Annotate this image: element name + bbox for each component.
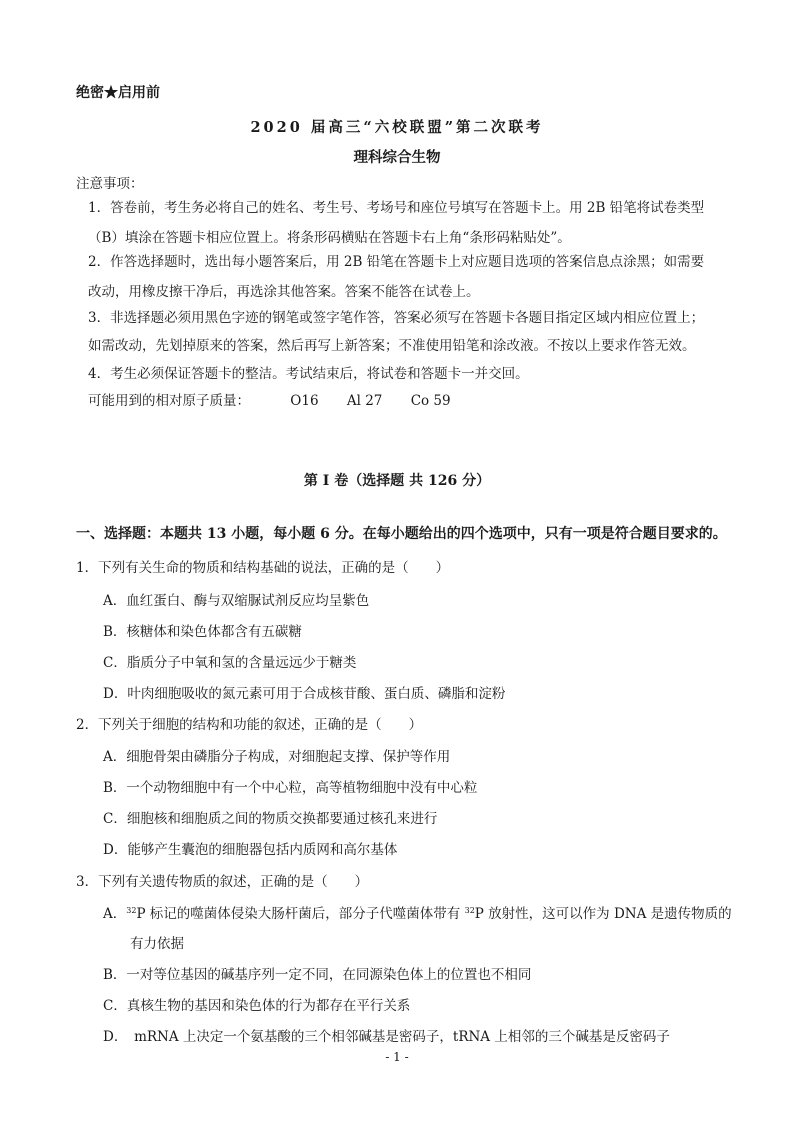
page-number: - 1 - bbox=[385, 1050, 409, 1064]
atomic-mass-line bbox=[88, 389, 475, 409]
notice-line: 如需改动，先划掉原来的答案，然后再写上新答案；不准使用铅笔和涂改液。不按以上要求作答无效。 bbox=[88, 338, 696, 354]
exam-subtitle: 理科综合生物 bbox=[353, 149, 441, 166]
section-title: 第 I 卷（选择题 共 126 分） bbox=[303, 473, 491, 489]
notice-line: 4．考生必须保证答题卡的整洁。考试结束后，将试卷和答题卡一并交回。 bbox=[88, 366, 529, 382]
notice-line: 2．作答选择题时，选出每小题答案后，用 2B 铅笔在答题卡上对应题目选项的答案信息点涂黑；如需要 bbox=[88, 254, 705, 270]
notice-line: 改动，用橡皮擦干净后，再选涂其他答案。答案不能答在试卷上。 bbox=[88, 284, 480, 300]
atomic-mass-label: 可能用到的相对原子质量： bbox=[88, 393, 250, 409]
notice-line: 1．答卷前，考生务必将自己的姓名、考生号、考场号和座位号填写在答题卡上。用 2B 铅笔将试卷类型 bbox=[88, 200, 705, 216]
notice-line: （B）填涂在答题卡相应位置上。将条形码横贴在答题卡右上角“条形码粘贴处”。 bbox=[88, 230, 571, 246]
question-1-stem: 1．下列有关生命的物质和结构基础的说法，正确的是（ ） bbox=[76, 560, 450, 576]
question-1-option-d: D．叶肉细胞吸收的氮元素可用于合成核苷酸、蛋白质、磷脂和淀粉 bbox=[103, 686, 506, 702]
isotope-mass-number: 32 bbox=[464, 906, 475, 915]
question-2-stem: 2．下列关于细胞的结构和功能的叙述，正确的是（ ） bbox=[76, 717, 423, 733]
option-a-text-2: P 放射性，这可以作为 DNA 是遗传物质的 bbox=[474, 906, 732, 922]
atomic-mass-o: O16 bbox=[290, 393, 319, 409]
exam-title: 2020 届高三“六校联盟”第二次联考 bbox=[250, 119, 544, 136]
question-2-option-a: A．细胞骨架由磷脂分子构成，对细胞起支撑、保护等作用 bbox=[103, 749, 451, 765]
question-2-option-d: D．能够产生囊泡的细胞器包括内质网和高尔基体 bbox=[103, 842, 398, 858]
atomic-mass-al: Al 27 bbox=[346, 393, 383, 409]
option-a-prefix: A． bbox=[103, 906, 127, 922]
question-3-option-c: C．真核生物的基因和染色体的行为都存在平行关系 bbox=[103, 998, 411, 1014]
question-3-option-b: B．一对等位基因的碱基序列一定不同，在同源染色体上的位置也不相同 bbox=[103, 967, 532, 983]
question-2-option-b: B．一个动物细胞中有一个中心粒，高等植物细胞中没有中心粒 bbox=[103, 780, 478, 796]
notice-line: 3．非选择题必须用黑色字迹的钢笔或签字笔作答，答案必须写在答题卡各题目指定区域内相应位置上； bbox=[88, 310, 705, 326]
question-1-option-c: C．脂质分子中氧和氢的含量远远少于糖类 bbox=[103, 655, 357, 671]
question-1-option-a: A．血红蛋白、酶与双缩脲试剂反应均呈紫色 bbox=[103, 593, 370, 609]
question-2-option-c: C．细胞核和细胞质之间的物质交换都要通过核孔来进行 bbox=[103, 811, 438, 827]
question-3-option-a bbox=[103, 902, 732, 922]
question-1-option-b: B．核糖体和染色体都含有五碳糖 bbox=[103, 624, 302, 640]
question-3-option-d: D． mRNA 上决定一个氨基酸的三个相邻碱基是密码子，tRNA 上相邻的三个碱基是反密码子 bbox=[103, 1029, 670, 1045]
option-a-text-1: P 标记的噬菌体侵染大肠杆菌后，部分子代噬菌体带有 bbox=[136, 906, 465, 922]
question-3-option-a-cont: 有力依据 bbox=[130, 936, 184, 952]
atomic-mass-co: Co 59 bbox=[410, 393, 451, 409]
notice-heading: 注意事项： bbox=[76, 176, 144, 192]
isotope-mass-number: 32 bbox=[126, 906, 137, 915]
part-heading: 一、选择题：本题共 13 小题，每小题 6 分。在每小题给出的四个选项中，只有一项是符合题目要求的。 bbox=[76, 526, 727, 542]
question-3-stem: 3．下列有关遗传物质的叙述，正确的是（ ） bbox=[76, 874, 369, 890]
secret-label: 绝密★启用前 bbox=[76, 85, 160, 101]
